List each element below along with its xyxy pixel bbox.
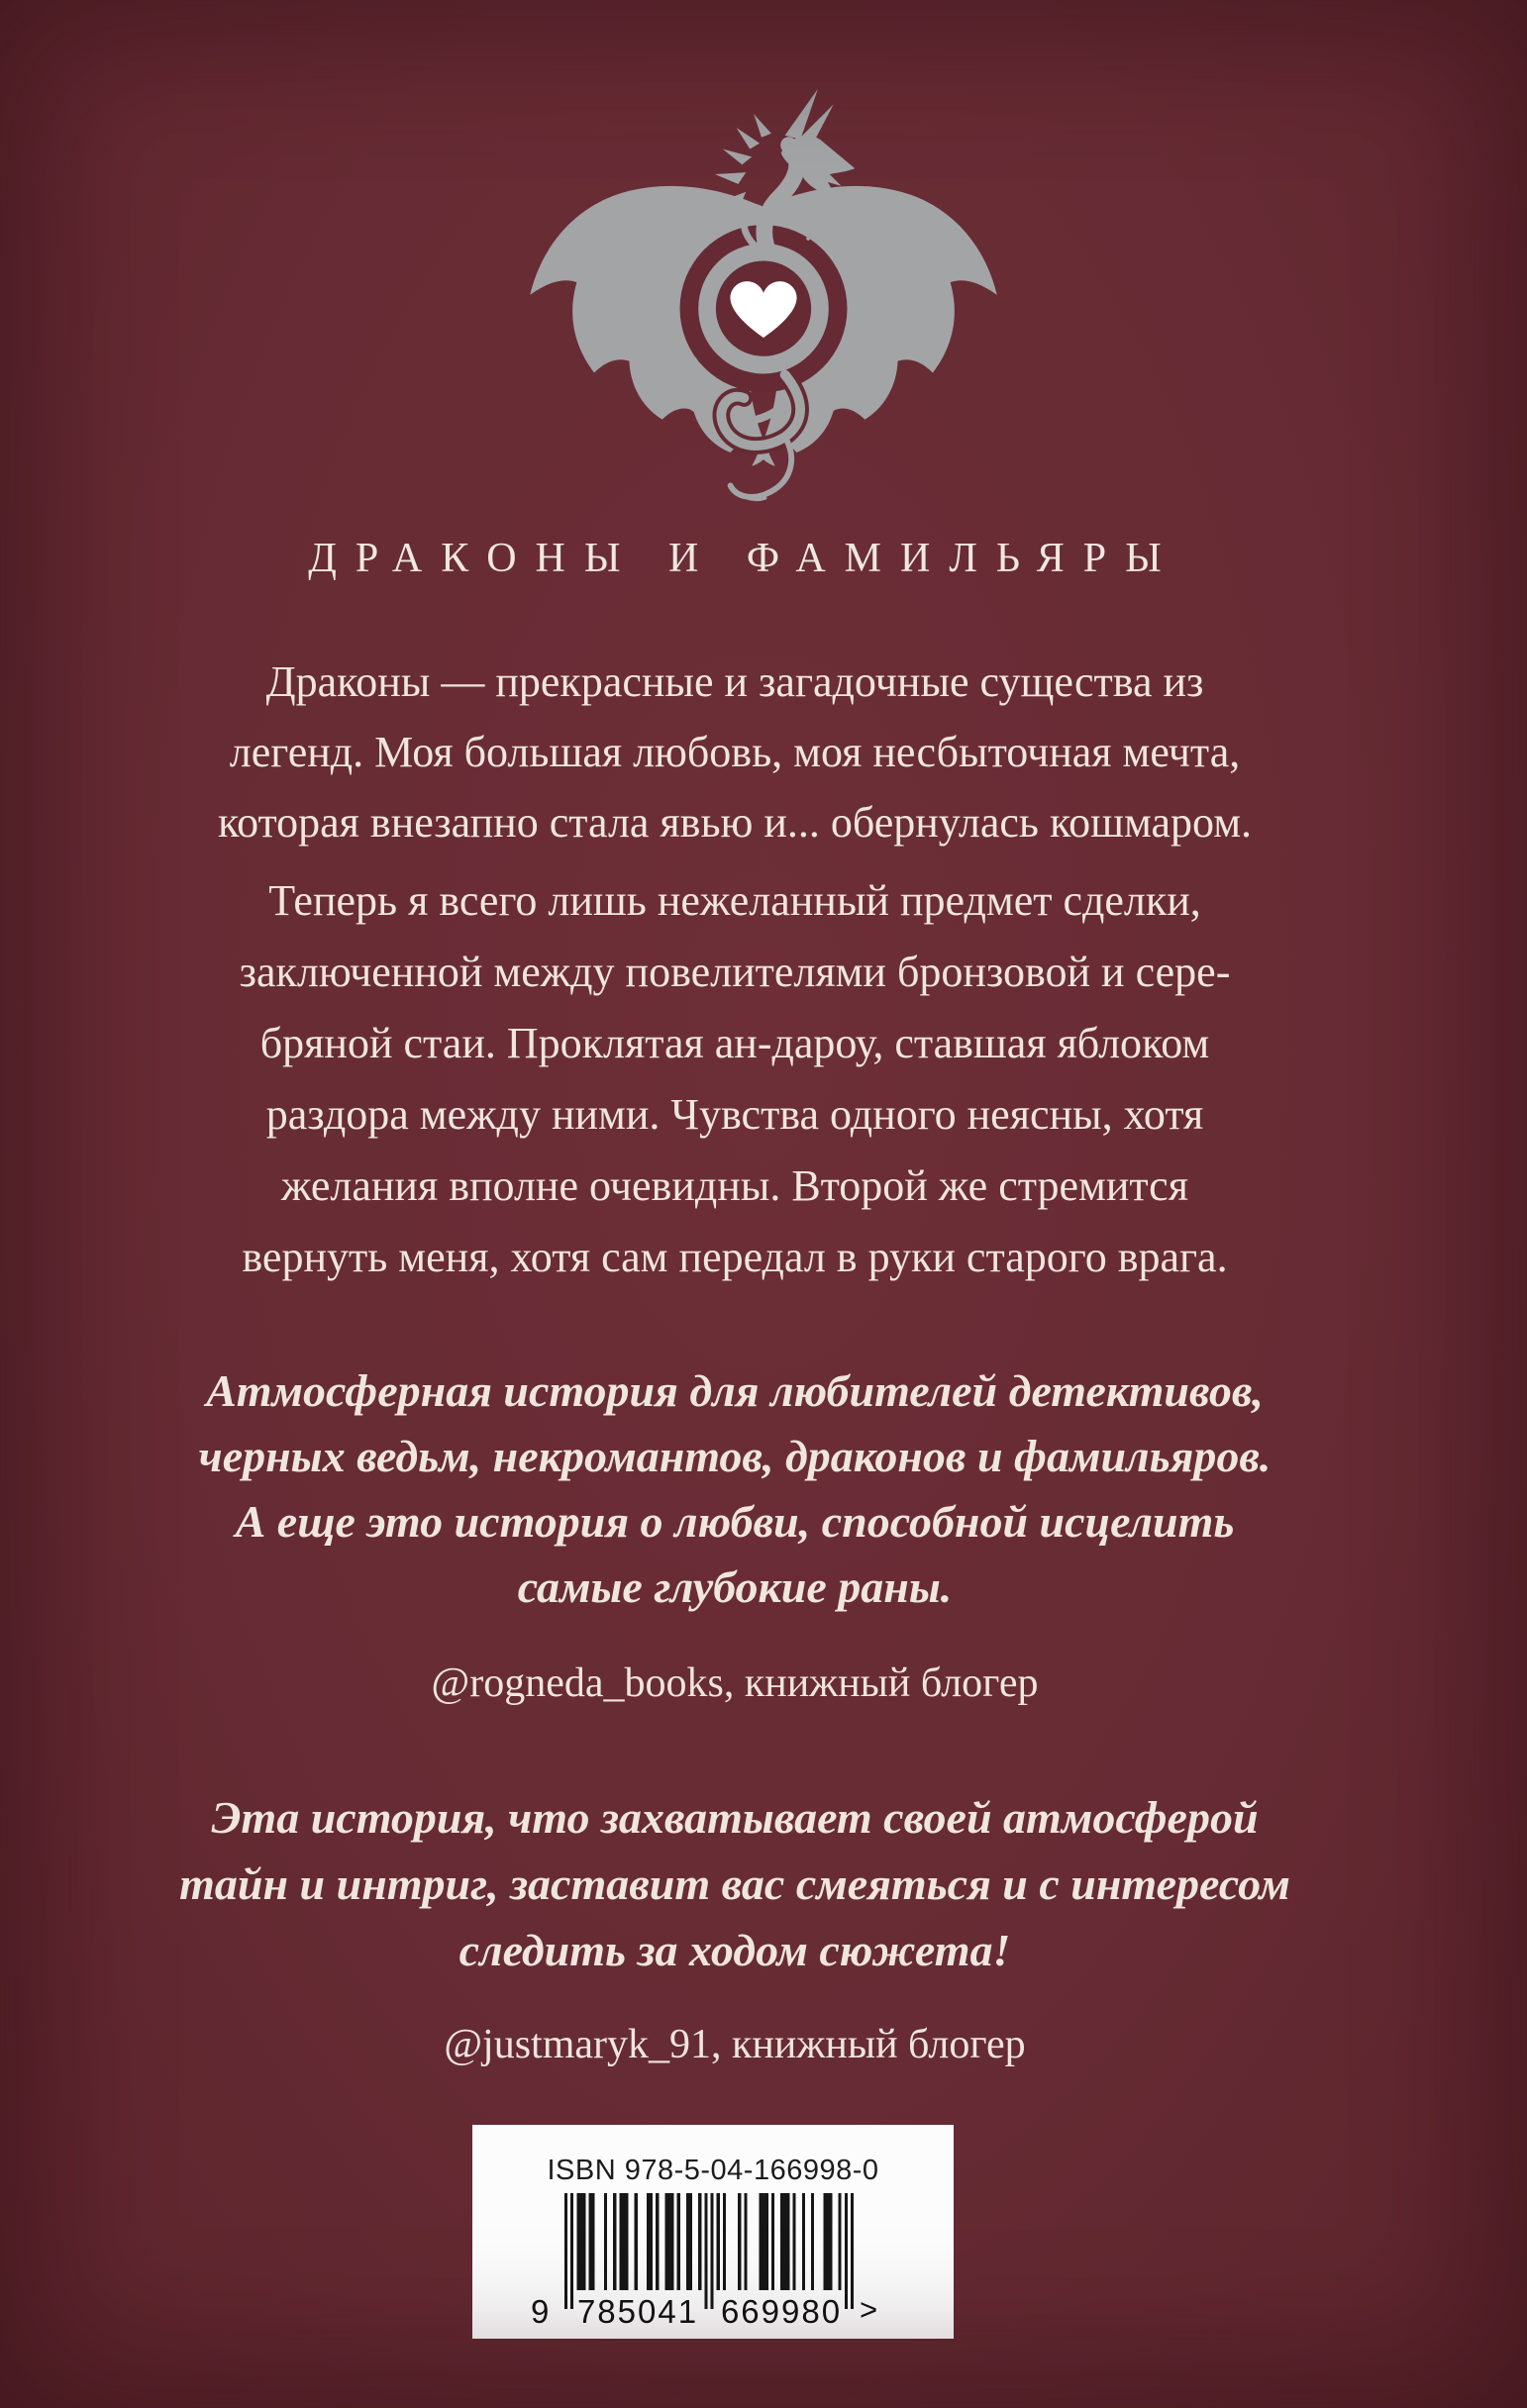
- review-quote-1: [0, 1358, 1470, 1620]
- isbn-number: ISBN 978-5-04-166998-0: [547, 2155, 879, 2186]
- synopsis-line: раздора между ними. Чувства одного неясны, хотя: [265, 1090, 1204, 1139]
- synopsis-line: легенд. Моя большая любовь, моя несбыточная мечта,: [229, 728, 1241, 776]
- synopsis-line: бряной стаи. Проклятая ан-дароу, ставшая яблоком: [259, 1019, 1210, 1067]
- series-title: ДРАКОНЫ И ФАМИЛЬЯРЫ: [308, 536, 1180, 581]
- ean13-barcode: [531, 2193, 878, 2330]
- synopsis-line: желания вполне очевидны. Второй же стремится: [281, 1161, 1188, 1210]
- barcode-digits-right: 669980: [720, 2293, 843, 2330]
- barcode-digit-lead: 9: [531, 2293, 550, 2330]
- synopsis-line: которая внезапно стала явью и... обернулась кошмаром.: [217, 798, 1253, 847]
- quote-line: Атмосферная история для любителей детективов,: [206, 1365, 1264, 1416]
- dragon-heart-logo-svg: [520, 67, 1007, 509]
- synopsis-line: Теперь я всего лишь нежеланный предмет сделки,: [268, 876, 1201, 925]
- quote-line: Эта история, что захватывает своей атмосферой: [211, 1792, 1259, 1843]
- quote-line: тайн и интриг, заставит вас смеяться и с интересом: [179, 1858, 1290, 1909]
- barcode-bars: [564, 2193, 854, 2309]
- quote-line: А еще это история о любви, способной исцелить: [235, 1496, 1235, 1547]
- review-attribution-2: @justmaryk_91, книжный блогер: [444, 2022, 1026, 2067]
- synopsis-line: вернуть меня, хотя сам передал в руки старого врага.: [242, 1233, 1228, 1281]
- synopsis-line: Драконы — прекрасные и загадочные существа из: [265, 657, 1204, 706]
- quote-line: черных ведьм, некромантов, драконов и фамильяров.: [198, 1431, 1272, 1481]
- dragon-heart-logo: [520, 67, 1007, 509]
- review-attribution-1: @rogneda_books, книжный блогер: [431, 1660, 1039, 1706]
- quote-line: самые глубокие раны.: [517, 1561, 953, 1612]
- review-quote-2: [0, 1784, 1470, 1983]
- barcode-trailer: >: [860, 2292, 878, 2327]
- synopsis-line: заключенной между повелителями бронзовой и сере-: [239, 948, 1231, 996]
- synopsis-paragraph-2: [0, 865, 1470, 1293]
- synopsis-paragraph-1: [0, 647, 1470, 857]
- isbn-barcode-label: [472, 2125, 954, 2339]
- barcode-digits-left: 785041: [576, 2293, 699, 2330]
- quote-line: следить за ходом сюжета!: [458, 1925, 1011, 1975]
